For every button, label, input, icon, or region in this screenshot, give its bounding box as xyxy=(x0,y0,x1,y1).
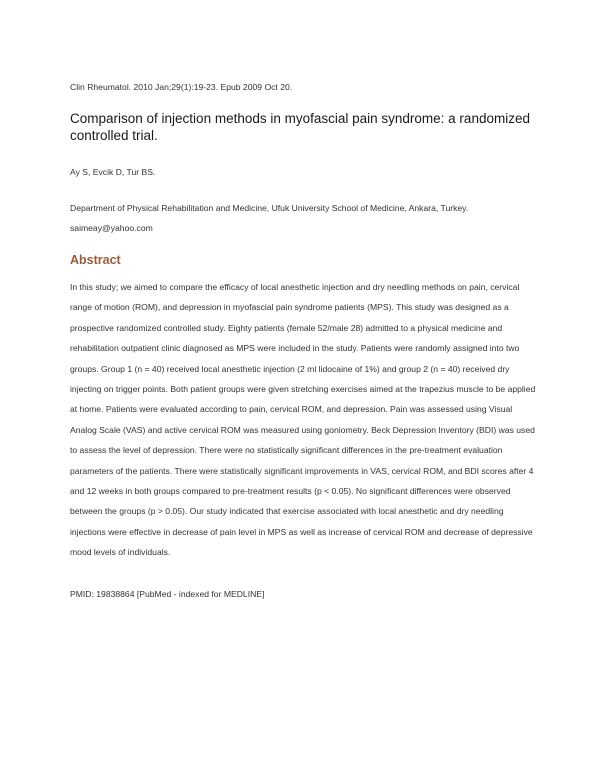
pmid-line: PMID: 19838864 [PubMed - indexed for MEDLINE] xyxy=(70,589,265,599)
abstract-heading: Abstract xyxy=(70,253,121,267)
author-list: Ay S, Evcik D, Tur BS. xyxy=(70,167,156,177)
author-affiliation: Department of Physical Rehabilitation and Medicine, Ufuk University School of Medicine, Ankara, Turkey. xyxy=(70,203,469,213)
article-title: Comparison of injection methods in myofascial pain syndrome: a randomized controlled trial. xyxy=(70,111,530,143)
abstract-text: In this study; we aimed to compare the efficacy of local anesthetic injection and dry needling methods on pain, cervical range of motion (ROM), and depression in myofascial pain syndrome patients (MPS). This study was designed as a prospective randomized controlled study. Eighty patients (female 52/male 28) admitted to a physical medicine and rehabilitation outpatient clinic diagnosed as MPS were included in the study. Patients were randomly assigned into two groups. Group 1 (n = 40) received local anesthetic injection (2 ml lidocaine of 1%) and group 2 (n = 40) received dry injecting on trigger points. Both patient groups were given stretching exercises aimed at the trapezius muscle to be applied at home. Patients were evaluated according to pain, cervical ROM, and depression. Pain was assessed using Visual Analog Scale (VAS) and active cervical ROM was measured using goniometry. Beck Depression Inventory (BDI) was used to assess the level of depression. There were no statistically significant differences in the pre-treatment evaluation parameters of the patients. There were statistically significant improvements in VAS, cervical ROM, and BDI scores after 4 and 12 weeks in both groups compared to pre-treatment results (p < 0.05). No significant differences were observed between the groups (p > 0.05). Our study indicated that exercise associated with local anesthetic and dry needling injections were effective in decrease of pain level in MPS as well as increase of cervical ROM and decrease of depressive mood levels of individuals. xyxy=(70,282,536,558)
contact-email: saimeay@yahoo.com xyxy=(70,223,153,233)
journal-citation: Clin Rheumatol. 2010 Jan;29(1):19-23. Epub 2009 Oct 20. xyxy=(70,82,293,92)
